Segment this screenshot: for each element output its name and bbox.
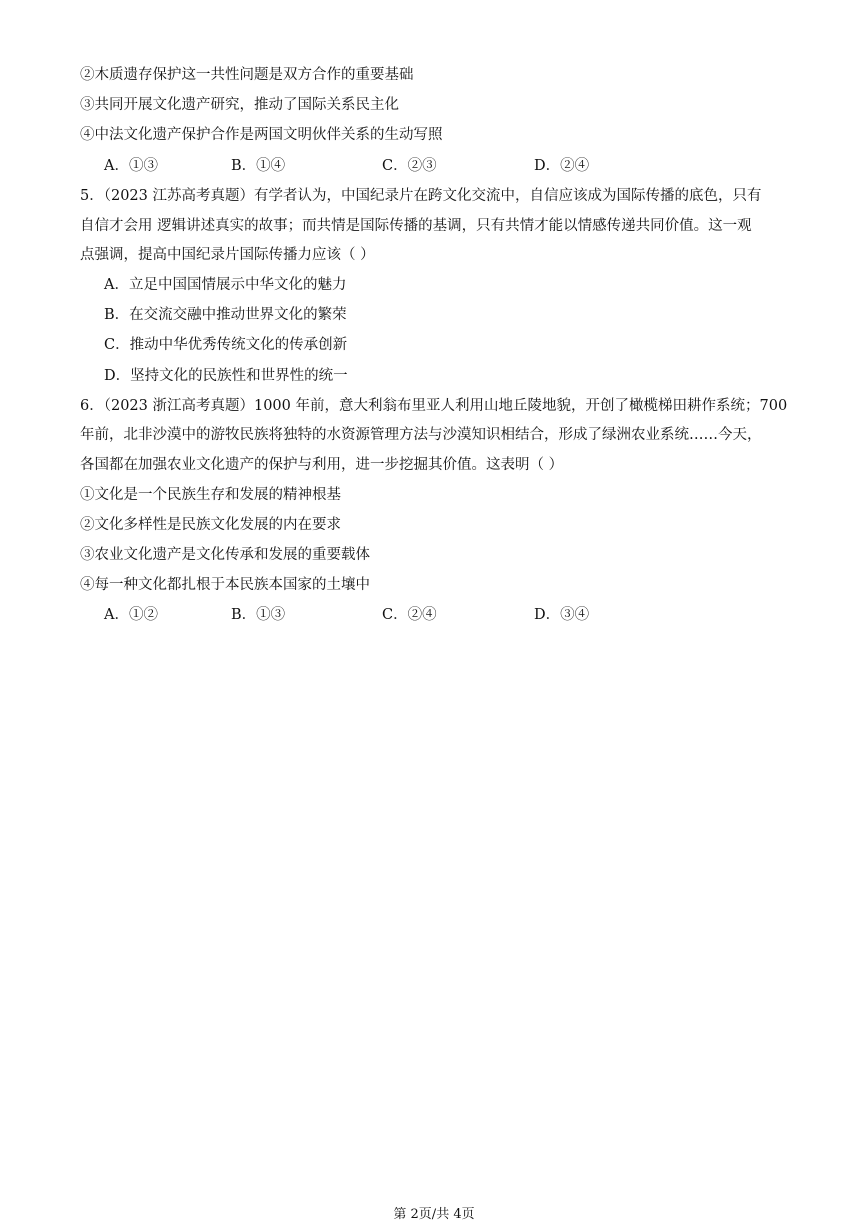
q5-stem-line-3: 点强调，提高中国纪录片国际传播力应该（ ） — [80, 247, 375, 263]
q4-statement-3: ③共同开展文化遗产研究，推动了国际关系民主化 — [80, 97, 399, 113]
q6-statement-2: ②文化多样性是民族文化发展的内在要求 — [80, 517, 341, 533]
q6-option-a: A．①② — [104, 607, 158, 623]
q4-option-c: C．②③ — [382, 158, 437, 174]
q5-option-c: C．推动中华优秀传统文化的传承创新 — [104, 337, 348, 353]
q4-option-b: B．①④ — [231, 158, 286, 174]
q6-option-c: C．②④ — [382, 607, 437, 623]
q6-statement-3: ③农业文化遗产是文化传承和发展的重要载体 — [80, 547, 370, 563]
q5-option-d: D．坚持文化的民族性和世界性的统一 — [104, 368, 348, 384]
page-number: 第 2页/共 4页 — [393, 1207, 475, 1222]
q4-option-d: D．②④ — [534, 158, 590, 174]
q6-stem-line-2: 年前，北非沙漠中的游牧民族将独特的水资源管理方法与沙漠知识相结合，形成了绿洲农业系统……今天， — [80, 427, 762, 443]
q4-option-a: A．①③ — [104, 158, 158, 174]
q5-option-a: A．立足中国国情展示中华文化的魅力 — [104, 277, 347, 293]
q5-stem-line-2: 自信才会用 逻辑讲述真实的故事；而共情是国际传播的基调，只有共情才能以情感传递共同价值。这一观 — [80, 218, 752, 234]
q6-option-d: D．③④ — [534, 607, 590, 623]
q6-stem-line-1: 6．（2023 浙江高考真题）1000 年前，意大利翁布里亚人利用山地丘陵地貌，开创了橄榄梯田耕作系统；700 — [80, 398, 788, 414]
q6-statement-1: ①文化是一个民族生存和发展的精神根基 — [80, 487, 341, 503]
q5-stem-line-1: 5．（2023 江苏高考真题）有学者认为，中国纪录片在跨文化交流中，自信应该成为国际传播的底色，只有 — [80, 188, 762, 204]
q4-statement-4: ④中法文化遗产保护合作是两国文明伙伴关系的生动写照 — [80, 127, 443, 143]
q5-option-b: B．在交流交融中推动世界文化的繁荣 — [104, 307, 347, 323]
q6-stem-line-3: 各国都在加强农业文化遗产的保护与利用，进一步挖掘其价值。这表明（ ） — [80, 457, 564, 473]
q4-statement-2: ②木质遗存保护这一共性问题是双方合作的重要基础 — [80, 67, 414, 83]
q6-statement-4: ④每一种文化都扎根于本民族本国家的土壤中 — [80, 577, 370, 593]
q6-option-b: B．①③ — [231, 607, 286, 623]
